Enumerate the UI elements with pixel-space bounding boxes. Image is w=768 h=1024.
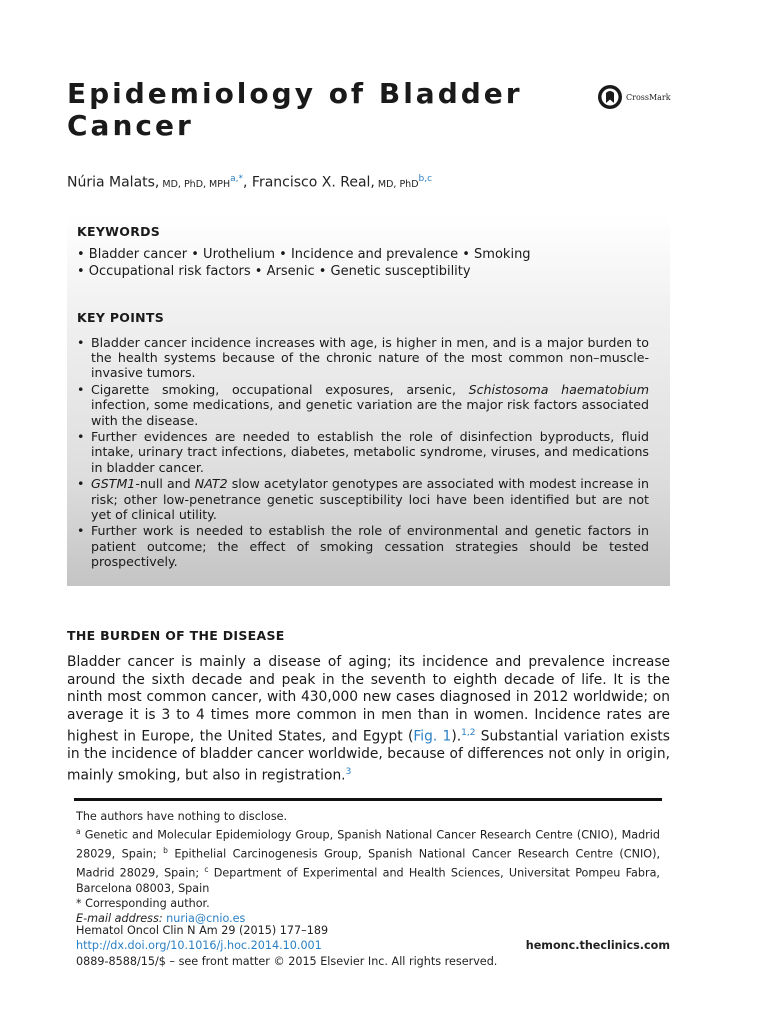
author-affiliation-ref[interactable]: a,*	[230, 174, 244, 184]
footnotes	[76, 809, 660, 927]
reference-link[interactable]: 1,2	[461, 727, 476, 738]
key-point-item: • GSTM1-null and NAT2 slow acetylator genotypes are associated with modest increase in risk; other low-penetrance genetic susceptibility loci have been identified but are not yet of clinical utility.	[77, 476, 649, 522]
reference-link[interactable]: 3	[345, 766, 352, 777]
key-point-item: • Further evidences are needed to establish the role of disinfection byproducts, fluid intake, urinary tract infections, diabetes, metabolic syndrome, viruses, and medications in bladder cancer.	[77, 429, 649, 475]
journal-info	[76, 923, 670, 969]
doi-link[interactable]: http://dx.doi.org/10.1016/j.hoc.2014.10.001	[76, 939, 322, 953]
author-affiliation-ref[interactable]: b,c	[418, 174, 433, 184]
email-link[interactable]: nuria@cnio.es	[166, 912, 246, 926]
key-point-item: • Bladder cancer incidence increases with age, is higher in men, and is a major burden to the health systems because of the chronic nature of the most common non–muscle-invasive tumors.	[77, 335, 649, 381]
article-title: Epidemiology of Bladder Cancer	[67, 77, 523, 142]
crossmark-icon	[597, 84, 623, 110]
keywords-line: • Bladder cancer • Urothelium • Incidence and prevalence • Smoking	[77, 247, 531, 262]
disclosure-note: The authors have nothing to disclose.	[76, 810, 288, 823]
journal-site-link[interactable]: hemonc.theclinics.com	[525, 939, 670, 953]
section-heading: THE BURDEN OF THE DISEASE	[67, 628, 285, 643]
keywords-keypoints-box	[67, 215, 670, 586]
author-name: Francisco X. Real,	[251, 174, 375, 191]
key-point-item: • Further work is needed to establish the role of environmental and genetic factors in patient outcome; the effect of smoking cessation strategies should be tested prospectively.	[77, 523, 649, 569]
key-points-heading: KEY POINTS	[77, 310, 165, 325]
corresponding-author-note: * Corresponding author.	[76, 897, 210, 911]
email-note: E-mail address: nuria@cnio.es	[76, 912, 246, 926]
body-paragraph: Bladder cancer is mainly a disease of aging; its incidence and prevalence increase around the sixth decade and peak in the seventh to eighth decade of life. It is the ninth most common cancer, with 430,000 new cases diagnosed in 2012 worldwide; on average it is 3 to 4 times more common in men than in women. Incidence rates are highest in Europe, the United States, and Egypt (Fig. 1).$^{1,2}$ Substantial variation exists in the incidence of bladder cancer worldwide, because of differences not only in origin, mainly smoking, but also in registration.$^3$	[67, 654, 670, 784]
copyright-line: 0889-8588/15/$ – see front matter © 2015 Elsevier Inc. All rights reserved.	[76, 954, 498, 968]
figure-link[interactable]: Fig. 1	[413, 728, 452, 745]
crossmark-label: CrossMark	[626, 92, 671, 102]
affiliations-note: $^a$ Genetic and Molecular Epidemiology Group, Spanish National Cancer Research Centre (CNIO), Madrid 28029, Spain; $^b$ Epithelial Carcinogenesis Group, Spanish National Cancer Research Centre (CNIO), Madrid 28029, Spain; $^c$ Department of Experimental and Health Sciences, Universitat Pompeu Fabra, Barcelona 08003, Spain	[76, 827, 660, 896]
footnote-divider	[74, 798, 662, 801]
author-name: Núria Malats,	[67, 174, 160, 191]
crossmark-badge[interactable]	[597, 84, 671, 110]
citation-line: Hematol Oncol Clin N Am 29 (2015) 177–189	[76, 924, 329, 937]
author-line: Núria Malats, MD, PhD, $MPH^{a,*}$, Francisco X. Real, MD, PhD$^{b,c}$	[67, 174, 433, 191]
keywords-heading: KEYWORDS	[77, 224, 161, 239]
author-degrees: MD, PhD	[377, 178, 419, 190]
key-points-list	[77, 335, 649, 571]
key-point-item: • Cigarette smoking, occupational exposures, arsenic, Schistosoma haematobium infection, some medications, and genetic variation are the major risk factors associated with the disease.	[77, 382, 649, 428]
keywords-line: • Occupational risk factors • Arsenic • Genetic susceptibility	[77, 264, 471, 279]
author-degrees: MD, PhD, MPH	[162, 178, 231, 190]
